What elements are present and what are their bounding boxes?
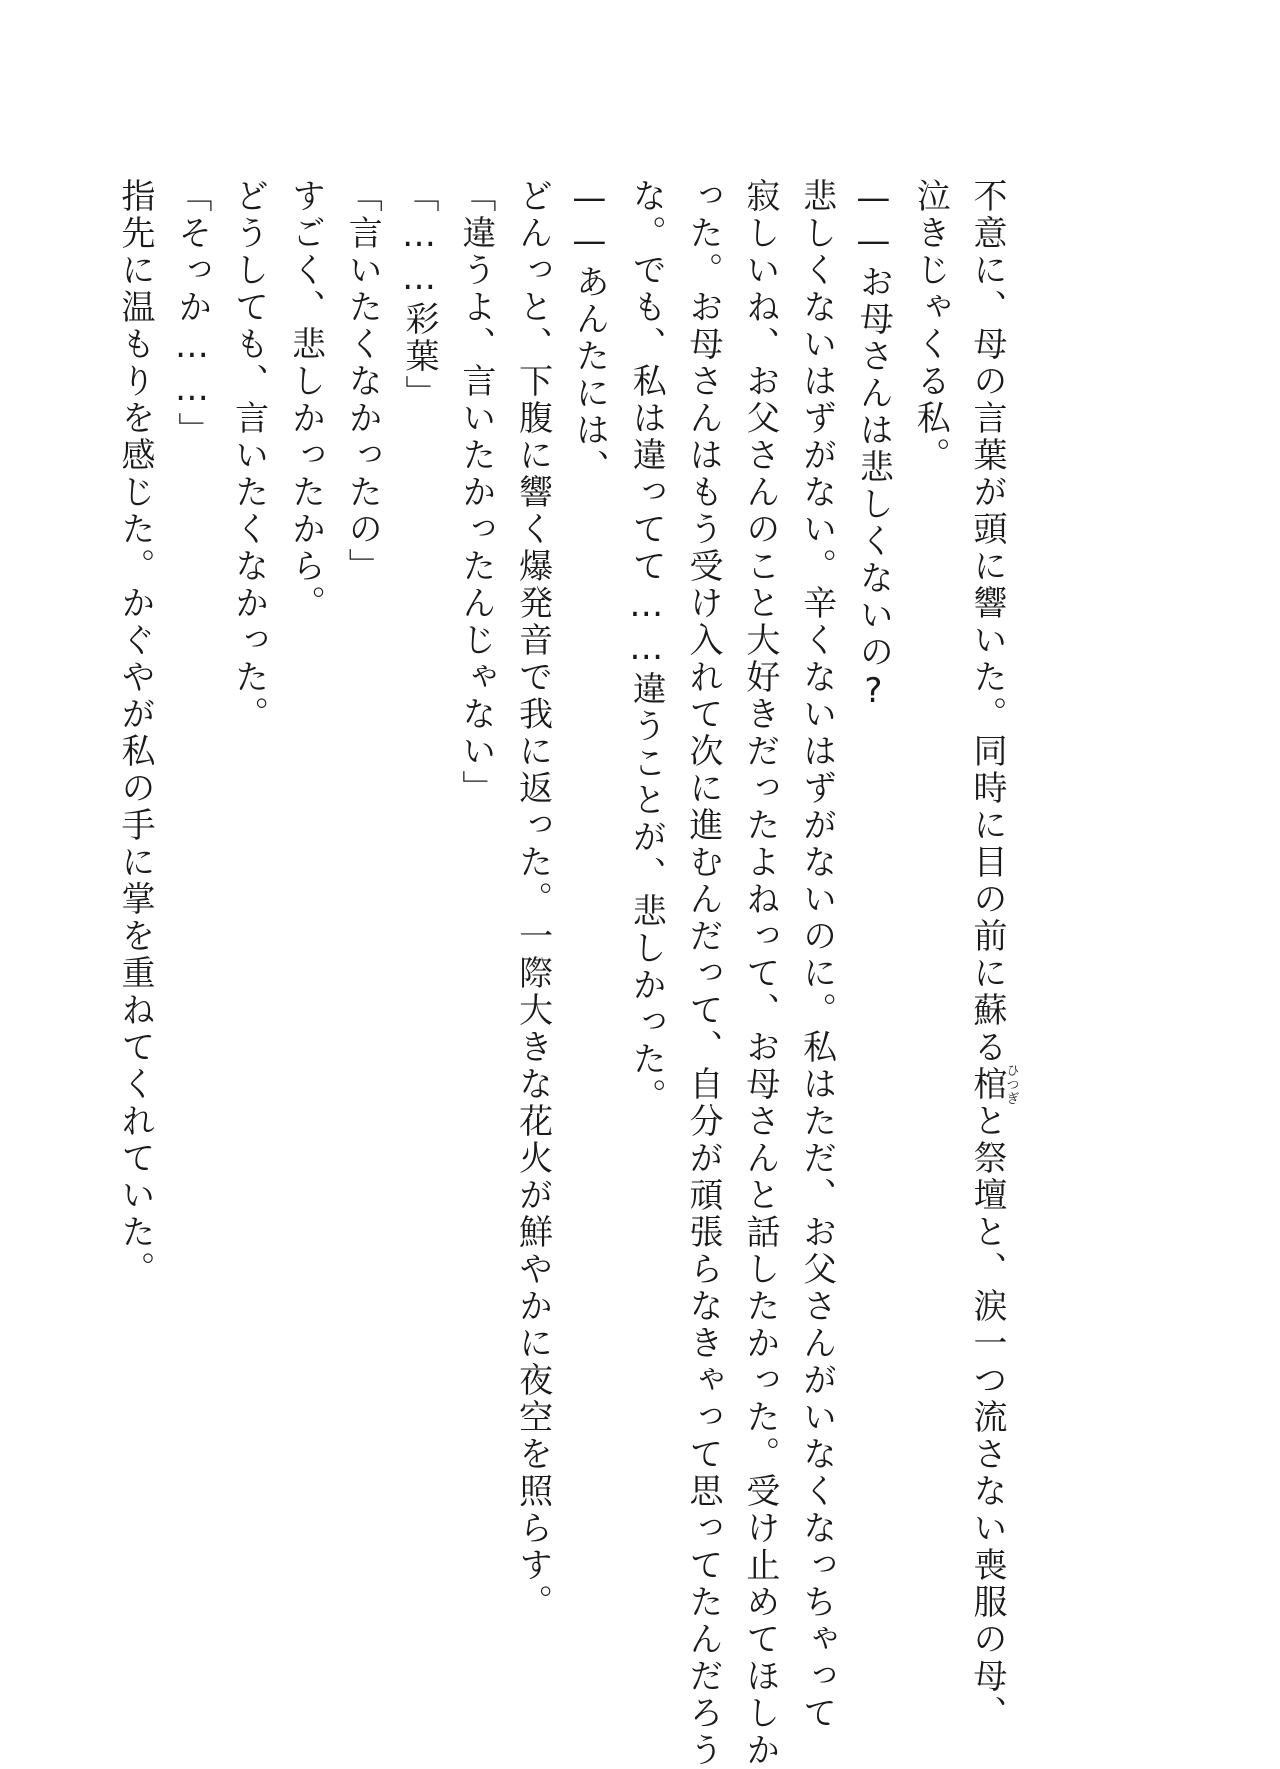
vertical-text-body [106, 178, 1019, 1769]
text-line: どんっと、下腹に響く爆発音で我に返った。一際大きな花火が鮮やかに夜空を照らす。 [512, 178, 553, 1621]
text-line: 悲しくないはずがない。辛くないはずがないのに。私はただ、お父さんがいなくなっちゃって [796, 178, 837, 1732]
text-line: 「言いたくなかったの」 [342, 178, 383, 585]
text-line: すごく、悲しかったから。 [285, 178, 326, 622]
text-line: った。お母さんはもう受け入れて次に進むんだって、自分が頑張らなきゃって思ってたんだろう [683, 178, 724, 1769]
text-line: 「……彩葉」 [399, 178, 440, 412]
ruby-reading: ひつぎ [1003, 1063, 1019, 1106]
text-line: 「違うよ、言いたかったんじゃない」 [455, 178, 496, 807]
text-line: な。でも、私は違ってて……違うことが、悲しかった。 [626, 178, 667, 1115]
text-line: どうしても、言いたくなかった。 [228, 178, 269, 733]
text-line: ——お母さんは悲しくないの? [853, 178, 894, 714]
text-line: 泣きじゃくる私。 [910, 178, 951, 474]
ruby-annotation [967, 1063, 1019, 1106]
text-segment: 不意に、母の言葉が頭に響いた。同時に目の前に蘇る [967, 178, 1007, 1066]
text-line: ——あんたには、 [569, 178, 610, 486]
text-line: 指先に温もりを感じた。かぐやが私の手に掌を重ねてくれていた。 [115, 178, 156, 1288]
text-line: 寂しいね、お父さんのこと大好きだったよねって、お母さんと話したかった。受け止めてほしか [739, 178, 780, 1769]
ruby-base: 棺 [967, 1063, 1007, 1106]
text-segment: と祭壇と、涙一つ流さない喪服の母、 [967, 1103, 1007, 1732]
text-line: 「そっか……」 [171, 178, 212, 449]
text-line [958, 178, 1019, 1732]
